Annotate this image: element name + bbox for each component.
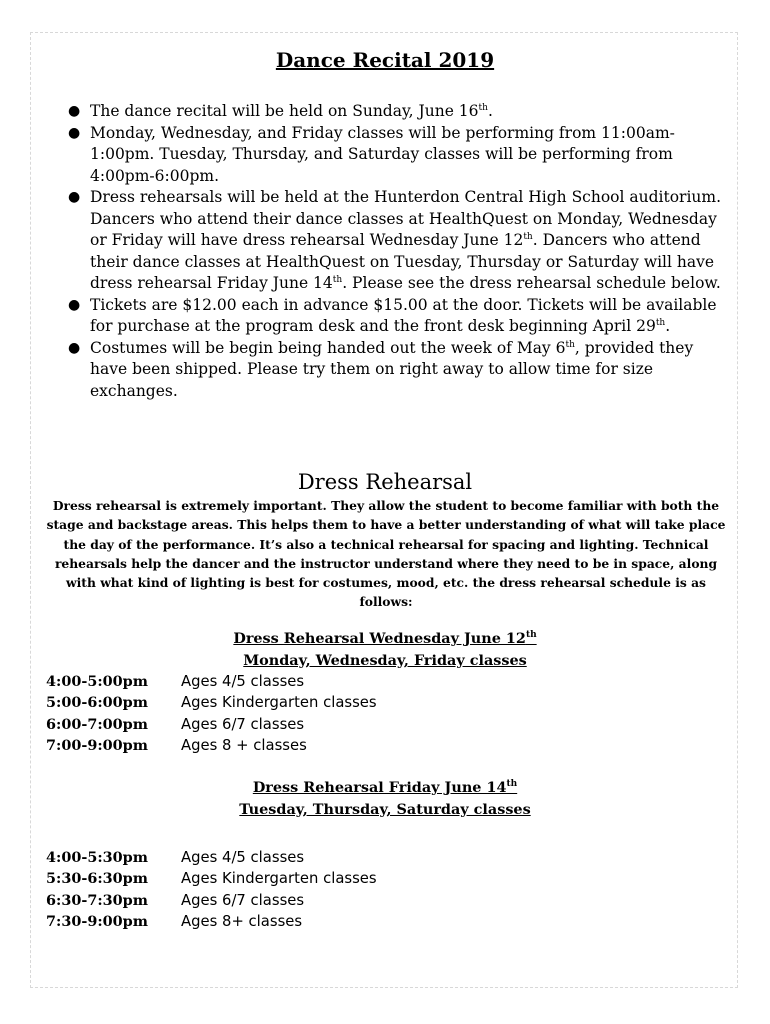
schedule-row: 5:00-6:00pm Ages Kindergarten classes	[46, 694, 377, 712]
list-item: ● Costumes will be begin being handed out the week of May 6th, provided they have been shipped. Please try them on right away to allow time for size exchanges.	[68, 338, 694, 400]
bullet-icon: ●	[68, 189, 81, 205]
friday-schedule-subheading: Tuesday, Thursday, Saturday classes	[239, 801, 531, 818]
dress-rehearsal-intro: Dress rehearsal is extremely important. They allow the student to become familiar with both the stage and backstage areas. This helps them to have a better understanding of what will take place the day of the performance. It’s also a technical rehearsal for spacing and lighting. Technical rehearsals help the dancer and the instructor understand where they need to be in space, along with what kind of lighting is best for costumes, mood, etc. the dress rehearsal schedule is as follows:	[46, 498, 726, 610]
schedule-row: 6:30-7:30pm Ages 6/7 classes	[46, 891, 305, 909]
list-item: ● Dress rehearsals will be held at the Hunterdon Central High School auditorium. Dancers who attend their dance classes at HealthQuest on Monday, Wednesday or Friday will have dress rehearsal Wednesday June 12th. Dancers who attend their dance classes at HealthQuest on Tuesday, Thursday or Saturday will have dress rehearsal Friday June 14th. Please see the dress rehearsal schedule below.	[68, 188, 722, 292]
wednesday-schedule-subheading: Monday, Wednesday, Friday classes	[243, 652, 527, 669]
page-title: Dance Recital 2019	[275, 48, 495, 72]
schedule-row: 5:30-6:30pm Ages Kindergarten classes	[46, 870, 377, 888]
list-item: ● Tickets are $12.00 each in advance $15.00 at the door. Tickets will be available for purchase at the program desk and the front desk beginning April 29th.	[68, 295, 717, 335]
bullet-icon: ●	[68, 103, 81, 119]
schedule-row: 6:00-7:00pm Ages 6/7 classes	[46, 715, 305, 733]
list-item: ● The dance recital will be held on Sunday, June 16th.	[64, 101, 728, 123]
list-item: ● Monday, Wednesday, and Friday classes will be performing from 11:00am-1:00pm. Tuesday, Thursday, and Saturday classes will be performing from 4:00pm-6:00pm.	[68, 123, 675, 185]
schedule-row: 7:00-9:00pm Ages 8 + classes	[46, 736, 307, 754]
schedule-row: 4:00-5:00pm Ages 4/5 classes	[46, 673, 305, 690]
schedule-row: 7:30-9:00pm Ages 8+ classes	[46, 912, 303, 930]
bullet-icon: ●	[68, 124, 81, 141]
friday-schedule-heading: Dress Rehearsal Friday June 14th	[252, 779, 518, 796]
schedule-row: 4:00-5:30pm Ages 4/5 classes	[46, 849, 305, 866]
bullet-icon: ●	[68, 296, 81, 313]
info-list	[64, 101, 728, 402]
friday-schedule	[46, 847, 646, 932]
bullet-icon: ●	[68, 339, 81, 356]
dress-rehearsal-heading: Dress Rehearsal	[297, 470, 473, 494]
wednesday-schedule-heading: Dress Rehearsal Wednesday June 12th	[233, 630, 537, 647]
wednesday-schedule	[46, 671, 646, 756]
